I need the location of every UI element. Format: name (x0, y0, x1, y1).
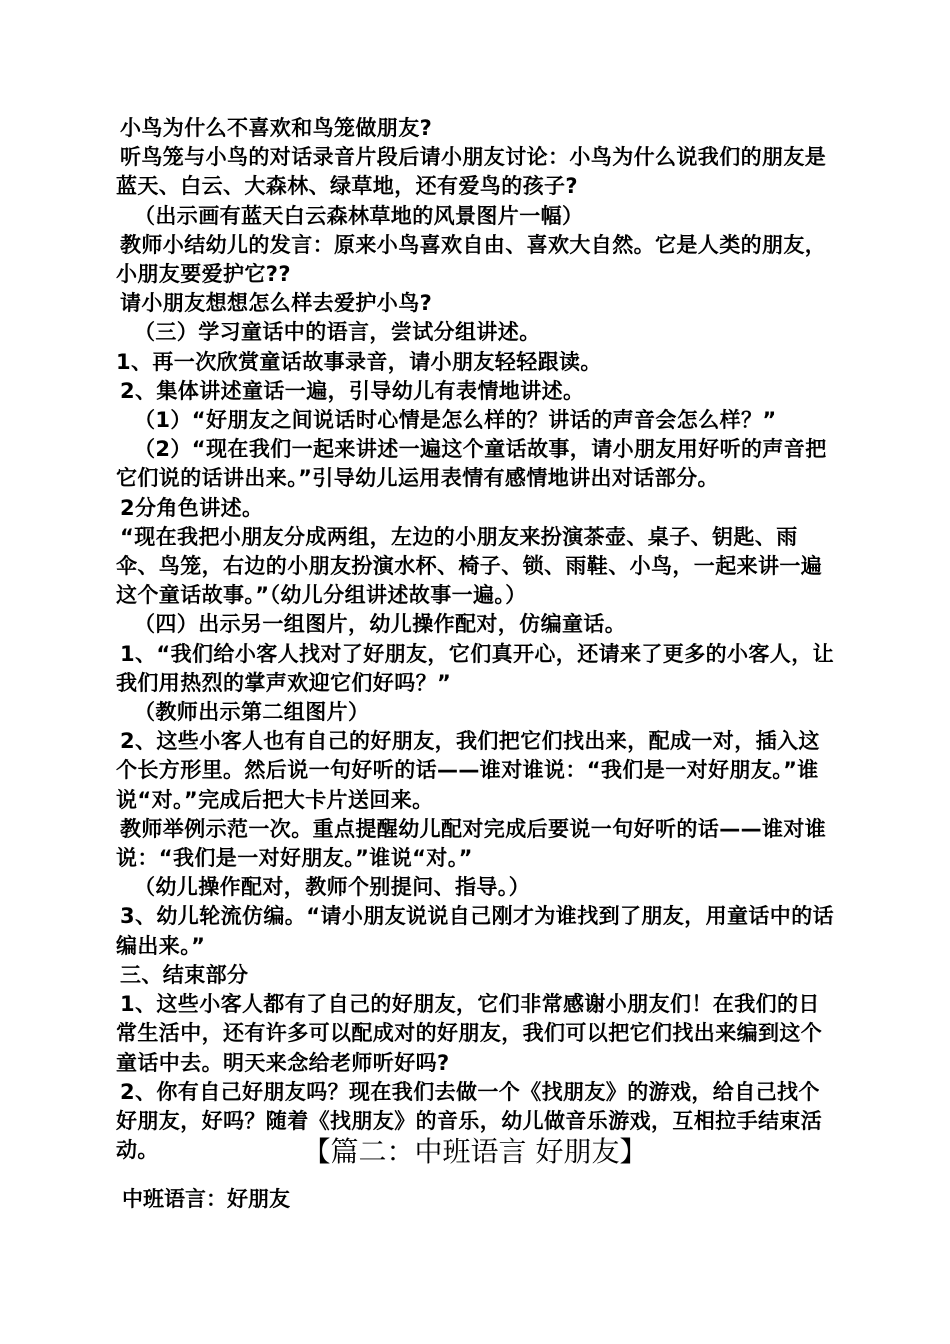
paragraph: 1、这些小客人都有了自己的好朋友，它们非常感谢小朋友们！在我们的日常生活中，还有许多可以配成对的好朋友，我们可以把它们找出来编到这个童话中去。明天来念给老师听好吗? (116, 992, 823, 1075)
paragraph: 2、这些小客人也有自己的好朋友，我们把它们找出来，配成一对，插入这个长方形里。然后说一句好听的话——谁对谁说：“我们是一对好朋友。”谁说“对。”完成后把大卡片送回来。 (116, 729, 820, 812)
paragraph: 请小朋友想想怎么样去爱护小鸟? (120, 291, 433, 316)
paragraph: 1、再一次欣赏童话故事录音，请小朋友轻轻跟读。 (116, 349, 602, 374)
paragraph: 1、“我们给小客人找对了好朋友，它们真开心，还请来了更多的小客人，让我们用热烈的掌声欢迎它们好吗？” (116, 641, 835, 695)
paragraph: （1）“好朋友之间说话时心情是怎么样的？讲话的声音会怎么样？” (134, 408, 777, 433)
paragraph: （四）出示另一组图片，幼儿操作配对，仿编童话。 (134, 612, 627, 637)
paragraph: 教师举例示范一次。重点提醒幼儿配对完成后要说一句好听的话——谁对谁说：“我们是一对好朋友。”谁说“对。” (116, 816, 827, 871)
paragraph: “现在我把小朋友分成两组，左边的小朋友来扮演茶壶、桌子、钥匙、雨伞、鸟笼，右边的小朋友扮演水杯、椅子、锁、雨鞋、小鸟，一起来讲一遍这个童话故事。”（幼儿分组讲述故事一遍。） (116, 524, 823, 608)
paragraph: （教师出示第二组图片） (134, 700, 370, 725)
paragraph: 2分角色讲述。 (120, 495, 264, 520)
paragraph: 教师小结幼儿的发言：原来小鸟喜欢自由、喜欢大自然。它是人类的朋友，小朋友要爱护它?? (116, 232, 827, 287)
section-heading: 【篇二：中班语言 好朋友】 (302, 1135, 648, 1168)
paragraph: （三）学习童话中的语言，尝试分组讲述。 (134, 320, 541, 345)
paragraph: 3、幼儿轮流仿编。“请小朋友说说自己刚才为谁找到了朋友，用童话中的话编出来。” (116, 904, 835, 958)
paragraph: （2）“现在我们一起来讲述一遍这个童话故事，请小朋友用好听的声音把它们说的话讲出来。”引导幼儿运用表情有感情地讲出对话部分。 (116, 437, 827, 491)
paragraph: 小鸟为什么不喜欢和鸟笼做朋友? (120, 116, 433, 140)
paragraph: 听鸟笼与小鸟的对话录音片段后请小朋友讨论：小鸟为什么说我们的朋友是蓝天、白云、大森林、绿草地，还有爱鸟的孩子? (116, 145, 827, 199)
subheading: 中班语言：好朋友 (122, 1187, 290, 1211)
paragraph: 2、你有自己好朋友吗？现在我们去做一个《找朋友》的游戏，给自己找个好朋友，好吗？随着《找朋友》的音乐，幼儿做音乐游戏，互相拉手结束活动。 (116, 1079, 823, 1163)
document-body (116, 114, 838, 1165)
paragraph: 2、集体讲述童话一遍，引导幼儿有表情地讲述。 (120, 378, 585, 403)
paragraph: （出示画有蓝天白云森林草地的风景图片一幅） (134, 203, 584, 228)
section-title: 三、结束部分 (120, 962, 249, 987)
paragraph: （幼儿操作配对，教师个别提问、指导。） (134, 875, 531, 900)
